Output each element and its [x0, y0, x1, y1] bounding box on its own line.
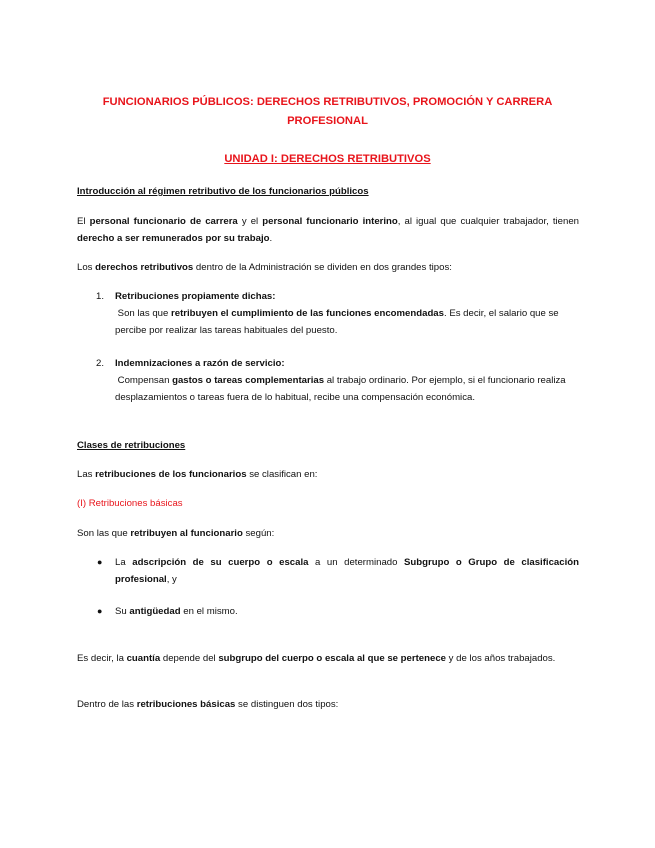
types-paragraph: Los derechos retributivos dentro de la Administración se dividen en dos grandes tipos: [77, 262, 452, 273]
list-item-2: Indemnizaciones a razón de servicio: Compensan gastos o tareas complementarias al trabajo ordinario. Por ejemplo, si el funcionario realiza desplazamientos o tareas fuera de lo habitual, recibe una compensación económica. [115, 358, 566, 403]
list-item-2-heading: Indemnizaciones a razón de servicio: [115, 358, 285, 369]
unit-heading: UNIDAD I: DERECHOS RETRIBUTIVOS [224, 153, 431, 165]
intro-paragraph: El personal funcionario de carrera y el personal funcionario interino, al igual que cualquier trabajador, tienen derecho a ser remunerados por su trabajo. [77, 216, 580, 244]
bullet-icon: ● [97, 606, 103, 616]
amount-paragraph: Es decir, la cuantía depende del subgrupo del cuerpo o escala al que se pertenece y de los años trabajados. [77, 653, 556, 664]
basic-retributions-heading: (I) Retribuciones básicas [77, 498, 183, 509]
bullet-item-1: La adscripción de su cuerpo o escala a un determinado Subgrupo o Grupo de clasificación profesional, y [115, 557, 579, 585]
list-item-1: Retribuciones propiamente dichas: Son las que retribuyen el cumplimiento de las funciones encomendadas. Es decir, el salario que se percibe por realizar las tareas habituales del puesto. [115, 291, 559, 336]
classes-heading: Clases de retribuciones [77, 440, 186, 451]
basic-paragraph: Son las que retribuyen al funcionario según: [77, 528, 275, 539]
bullet-icon: ● [97, 557, 103, 567]
list-number-2: 2. [96, 358, 105, 369]
classes-paragraph: Las retribuciones de los funcionarios se clasifican en: [77, 469, 318, 480]
intro-heading: Introducción al régimen retributivo de los funcionarios públicos [77, 186, 369, 197]
document-title: FUNCIONARIOS PÚBLICOS: DERECHOS RETRIBUTIVOS, PROMOCIÓN Y CARRERA PROFESIONAL [102, 96, 553, 127]
list-number-1: 1. [96, 291, 105, 302]
list-item-1-heading: Retribuciones propiamente dichas: [115, 291, 276, 302]
bullet-item-2: Su antigüedad en el mismo. [115, 606, 238, 617]
distinguish-paragraph: Dentro de las retribuciones básicas se distinguen dos tipos: [77, 699, 339, 710]
